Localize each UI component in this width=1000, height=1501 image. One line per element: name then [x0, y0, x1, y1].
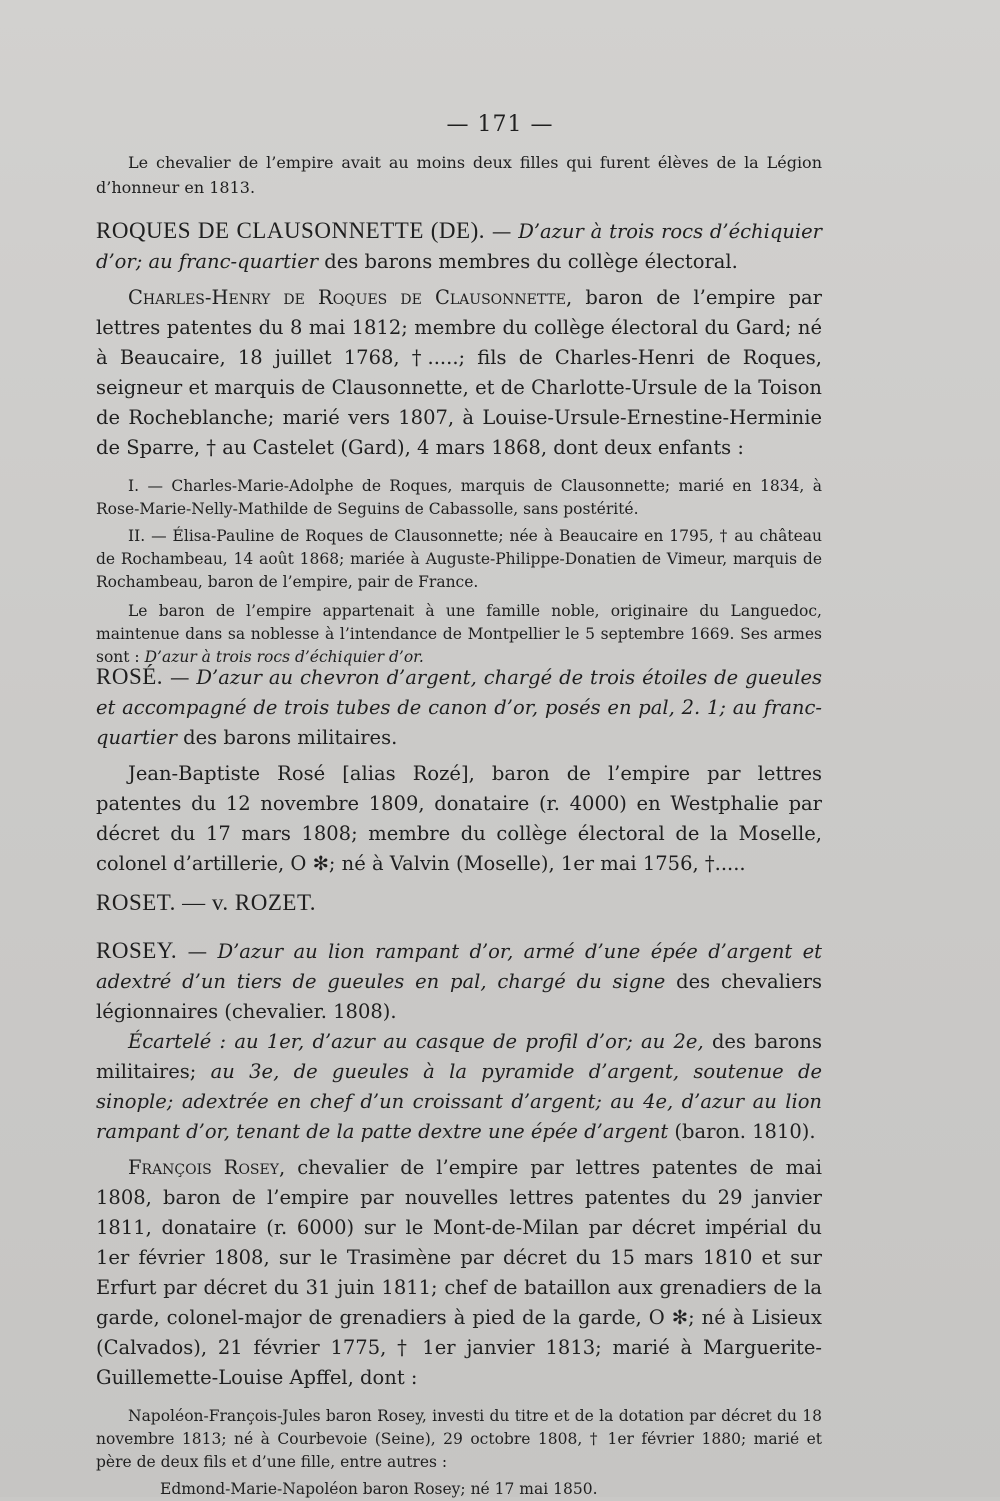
child-entry-2: II. — Élisa-Pauline de Roques de Clausonnette; née à Beaucaire en 1795, † au château de Rochambeau, 14 août 1868; mariée à Auguste-Philippe-Donatien de Vimeur, marquis de Rochambeau, baron de l’empire, pair de France. [96, 527, 822, 591]
entry-heading: ROSEY. [96, 938, 178, 963]
note-blazon: D’azur à trois rocs d’échiquier d’or. [144, 648, 424, 666]
entry-heading: ROQUES DE CLAUSONNETTE (DE). [96, 218, 485, 243]
ecartele-tail: des barons militaires; [96, 1030, 822, 1083]
entry-roset [96, 888, 822, 919]
blazon-text: D’azur à trois rocs d’échiquier d’or; au franc-quartier [96, 220, 822, 273]
blazon-tail: des chevaliers légionnaires (chevalier. 1808). [96, 970, 823, 1023]
blazon-tail: des barons membres du collège électoral. [324, 250, 738, 273]
entry-rosey: ROSEY. — D’azur au lion rampant d’or, armé d’une épée d’argent et adextré d’un tiers de gueules en pal, chargé du signe des chevaliers légionnaires (chevalier. 1808). Écartelé : au 1er, d’azur au casque de profil d’or; au 2e, des barons militaires; au 3e, de gueules à la pyramide d’argent, soutenue de sinople; adextrée en chef d’un croissant d’argent; au 4e, d’azur au lion rampant d’or, tenant de la patte dextre une épée d’argent (baron. 1810). François Rosey, chevalier de l’empire par lettres patentes de mai 1808, baron de l’empire par nouvelles lettres patentes du 29 janvier 1811, donataire (r. 6000) sur le Mont-de-Milan par décret impérial du 1er février 1808, sur le Trasimène par décret du 15 mars 1810 et sur Erfurt par décret du 31 juin 1811; chef de bataillon aux grenadiers de la garde, colonel-major de grenadiers à pied de la garde, O ✻; né à Lisieux (Calvados), 21 février 1775, † 1er janvier 1813; marié à Marguerite-Guillemette-Louise Apffel, dont : Napoléon-François-Jules baron Rosey, investi du titre et de la dotation par décret du 18 novembre 1813; né à Courbevoie (Seine), 29 octobre 1808, † 1er février 1880; marié et père de deux fils et d’une fille, entre autres : Edmond-Marie-Napoléon baron Rosey; né 17 mai 1850. [96, 936, 822, 1501]
intro-block [96, 150, 822, 200]
entry-heading: ROSET. — v. ROZET. [96, 890, 317, 915]
entry-roques: ROQUES DE CLAUSONNETTE (DE). — D’azur à trois rocs d’échiquier d’or; au franc-quartier des barons membres du collège électoral. Charles-Henry de Roques de Clausonnette, baron de l’empire par lettres patentes du 8 mai 1812; membre du collège électoral du Gard; né à Beaucaire, 18 juillet 1768, †.....; fils de Charles-Henri de Roques, seigneur et marquis de Clausonnette, et de Charlotte-Ursule de la Toison de Rocheblanche; marié vers 1807, à Louise-Ursule-Ernestine-Herminie de Sparre, † au Castelet (Gard), 4 mars 1868, dont deux enfants : I. — Charles-Marie-Adolphe de Roques, marquis de Clausonnette; marié en 1834, à Rose-Marie-Nelly-Mathilde de Seguins de Cabassolle, sans postérité. II. — Élisa-Pauline de Roques de Clausonnette; née à Beaucaire en 1795, † au château de Rochambeau, 14 août 1868; mariée à Auguste-Philippe-Donatien de Vimeur, marquis de Rochambeau, baron de l’empire, pair de France. Le baron de l’empire appartenait à une famille noble, originaire du Languedoc, maintenue dans sa noblesse à l’intendance de Montpellier le 5 septembre 1669. Ses armes sont : D’azur à trois rocs d’échiquier d’or. [96, 218, 822, 666]
ecartele-continued: au 3e, de gueules à la pyramide d’argent, soutenue de sinople; adextrée en chef d’un croissant d’argent; au 4e, d’azur au lion rampant d’or, tenant de la patte dextre une épée d’argent [96, 1060, 822, 1143]
ecartele-end: (baron. 1810). [674, 1120, 816, 1143]
note-text: Le baron de l’empire appartenait à une famille noble, originaire du Languedoc, maintenue dans sa noblesse à l’intendance de Montpellier le 5 septembre 1669. Ses armes sont : [96, 602, 822, 666]
grandchild-entry: Edmond-Marie-Napoléon baron Rosey; né 17 mai 1850. [160, 1480, 598, 1498]
person-name: François Rosey, [128, 1156, 286, 1179]
intro-paragraph: Le chevalier de l’empire avait au moins deux filles qui furent élèves de la Légion d’honneur en 1813. [96, 153, 822, 197]
ecartele-text: Écartelé : au 1er, d’azur au casque de profil d’or; au 2e, [128, 1030, 704, 1053]
page-number: — 171 — [446, 112, 554, 137]
biography-text: baron de l’empire par lettres patentes du 12 novembre 1809, donataire (r. 4000) en Westphalie par décret du 17 mars 1808; membre du collège électoral de la Moselle, colonel d’artillerie, O ✻; né à Valvin (Moselle), 1er mai 1756, †..... [96, 762, 822, 875]
child-entry-1: Napoléon-François-Jules baron Rosey, investi du titre et de la dotation par décret du 18 novembre 1813; né à Courbevoie (Seine), 29 octobre 1808, † 1er février 1880; marié et père de deux fils et d’une fille, entre autres : [96, 1407, 822, 1471]
person-name: Charles-Henry de Roques de Clausonnette, [128, 286, 573, 309]
biography-text: baron de l’empire par lettres patentes du 8 mai 1812; membre du collège électoral du Gard; né à Beaucaire, 18 juillet 1768, †.....; fils de Charles-Henri de Roques, seigneur et marquis de Clausonnette, et de Charlotte-Ursule de la Toison de Rocheblanche; marié vers 1807, à Louise-Ursule-Ernestine-Herminie de Sparre, † au Castelet (Gard), 4 mars 1868, dont deux enfants : [96, 286, 822, 459]
entry-heading: ROSÉ. [96, 664, 164, 689]
person-name: Jean-Baptiste Rosé [alias Rozé], [128, 762, 475, 785]
blazon-text: D’azur au chevron d’argent, chargé de trois étoiles de gueules et accompagné de trois tubes de canon d’or, posés en pal, 2. 1; au franc-quartier [96, 666, 822, 749]
biography-text: chevalier de l’empire par lettres patentes de mai 1808, baron de l’empire par nouvelles lettres patentes du 29 janvier 1811, donataire (r. 6000) sur le Mont-de-Milan par décret impérial du 1er février 1808, sur le Trasimène par décret du 15 mars 1810 et sur Erfurt par décret du 31 juin 1811; chef de bataillon aux grenadiers de la garde, colonel-major de grenadiers à pied de la garde, O ✻; né à Lisieux (Calvados), 21 février 1775, † 1er janvier 1813; marié à Marguerite-Guillemette-Louise Apffel, dont : [96, 1156, 822, 1389]
child-entry-1: I. — Charles-Marie-Adolphe de Roques, marquis de Clausonnette; marié en 1834, à Rose-Marie-Nelly-Mathilde de Seguins de Cabassolle, sans postérité. [96, 477, 822, 518]
entry-rose: ROSÉ. — D’azur au chevron d’argent, chargé de trois étoiles de gueules et accompagné de trois tubes de canon d’or, posés en pal, 2. 1; au franc-quartier des barons militaires. Jean-Baptiste Rosé [alias Rozé], baron de l’empire par lettres patentes du 12 novembre 1809, donataire (r. 4000) en Westphalie par décret du 17 mars 1808; membre du collège électoral de la Moselle, colonel d’artillerie, O ✻; né à Valvin (Moselle), 1er mai 1756, †..... [96, 664, 822, 875]
blazon-text: D’azur au lion rampant d’or, armé d’une épée d’argent et adextré d’un tiers de gueules en pal, chargé du signe [96, 940, 822, 993]
blazon-tail: des barons militaires. [183, 726, 398, 749]
